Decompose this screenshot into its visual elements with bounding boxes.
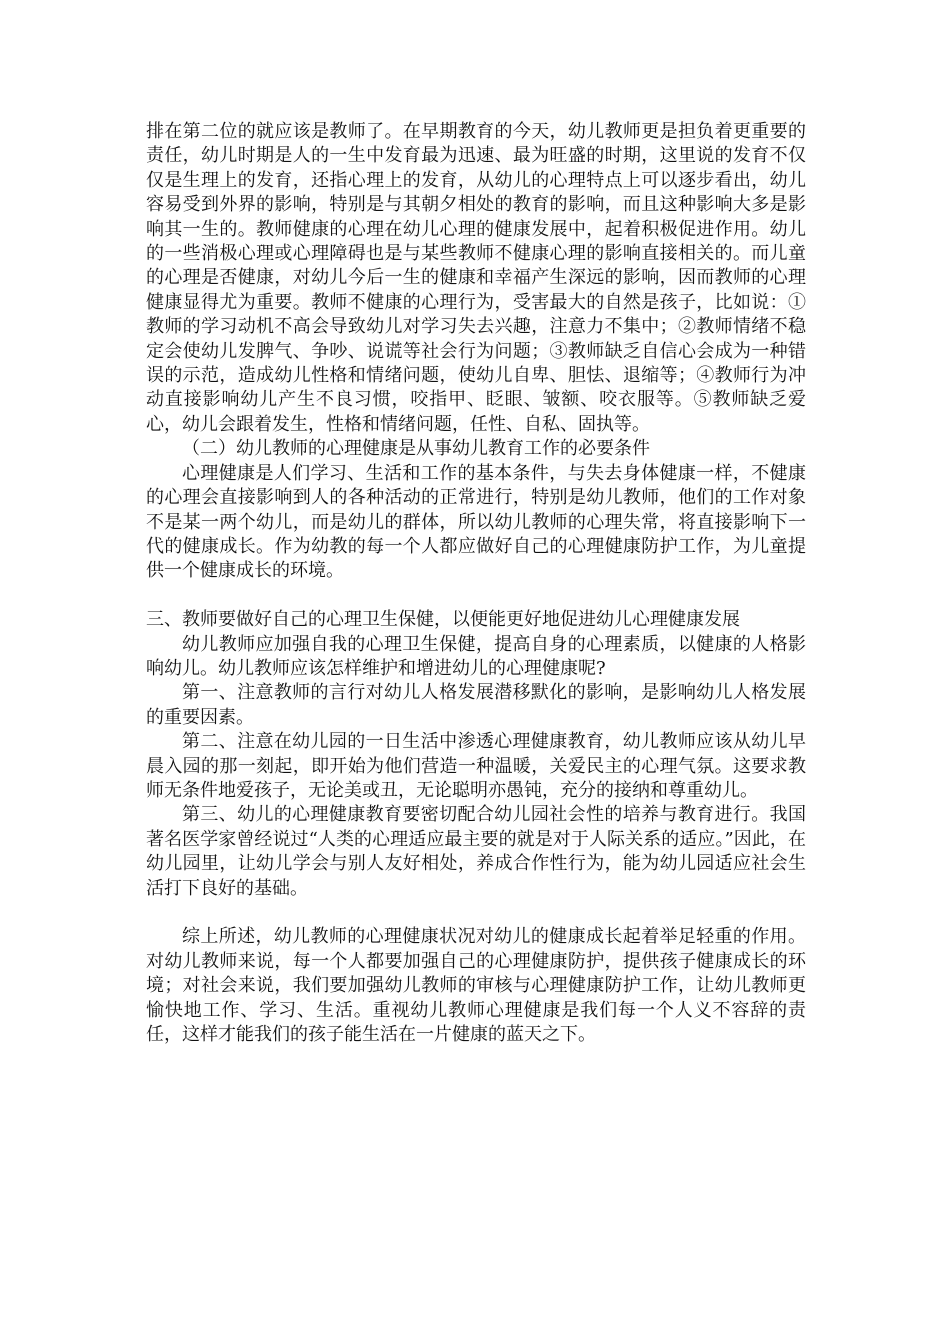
paragraph-conclusion: 综上所述，幼儿教师的心理健康状况对幼儿的健康成长起着举足轻重的作用。对幼儿教师来说，每一个人都要加强自己的心理健康防护，提供孩子健康成长的环境；对社会来说，我们要加强幼儿教师的审核与心理健康防护工作，让幼儿教师更愉快地工作、学习、生活。重视幼儿教师心理健康是我们每一个人义不容辞的责任，这样才能我们的孩子能生活在一片健康的蓝天之下。 xyxy=(146,926,806,1045)
paragraph-teacher-influence: 排在第二位的就应该是教师了。在早期教育的今天，幼儿教师更是担负着更重要的责任，幼儿时期是人的一生中发育最为迅速、最为旺盛的时期，这里说的发育不仅仅是生理上的发育，还指心理上的发育，从幼儿的心理特点上可以逐步看出，幼儿容易受到外界的影响，特别是与其朝夕相处的教育的影响，而且这种影响大多是影响其一生的。教师健康的心理在幼儿心理的健康发展中，起着积极促进作用。幼儿的一些消极心理或心理障碍也是与某些教师不健康心理的影响直接相关的。而儿童的心理是否健康，对幼儿今后一生的健康和幸福产生深远的影响，因而教师的心理健康显得尤为重要。教师不健康的心理行为，受害最大的自然是孩子，比如说：①教师的学习动机不高会导致幼儿对学习失去兴趣，注意力不集中；②教师情绪不稳定会使幼儿发脾气、争吵、说谎等社会行为问题；③教师缺乏自信心会成为一种错误的示范，造成幼儿性格和情绪问题，使幼儿自卑、胆怯、退缩等；④教师行为冲动直接影响幼儿产生不良习惯，咬指甲、眨眼、皱额、咬衣服等。⑤教师缺乏爱心，幼儿会跟着发生，性格和情绪问题，任性、自私、固执等。 xyxy=(146,121,806,435)
paragraph-second-point: 第二、注意在幼儿园的一日生活中渗透心理健康教育，幼儿教师应该从幼儿早晨入园的那一刻起，即开始为他们营造一种温暖，关爱民主的心理气氛。这要求教师无条件地爱孩子，无论美或丑，无论聪明亦愚钝，充分的接纳和尊重幼儿。 xyxy=(146,731,806,801)
section-heading-three: 三、教师要做好自己的心理卫生保健，以便能更好地促进幼儿心理健康发展 xyxy=(146,609,740,631)
paragraph-third-point: 第三、幼儿的心理健康教育要密切配合幼儿园社会性的培养与教育进行。我国著名医学家曾经说过“人类的心理适应最主要的就是对于人际关系的适应。”因此，在幼儿园里，让幼儿学会与别人友好相处，养成合作性行为，能为幼儿园适应社会生活打下良好的基础。 xyxy=(146,804,806,899)
paragraph-first-point: 第一、注意教师的言行对幼儿人格发展潜移默化的影响，是影响幼儿人格发展的重要因素。 xyxy=(146,682,806,728)
blank-line xyxy=(146,584,806,608)
document-page xyxy=(146,120,806,1047)
subheading-necessary-condition: （二）幼儿教师的心理健康是从事幼儿教育工作的必要条件 xyxy=(182,438,650,460)
blank-line xyxy=(146,901,806,925)
paragraph-self-care: 幼儿教师应加强自我的心理卫生保健，提高自身的心理素质，以健康的人格影响幼儿。幼儿教师应该怎样维护和增进幼儿的心理健康呢? xyxy=(146,633,806,679)
paragraph-mental-health-basis: 心理健康是人们学习、生活和工作的基本条件，与失去身体健康一样，不健康的心理会直接影响到人的各种活动的正常进行，特别是幼儿教师，他们的工作对象不是某一两个幼儿，而是幼儿的群体，所以幼儿教师的心理失常，将直接影响下一代的健康成长。作为幼教的每一个人都应做好自己的心理健康防护工作，为儿童提供一个健康成长的环境。 xyxy=(146,462,806,582)
